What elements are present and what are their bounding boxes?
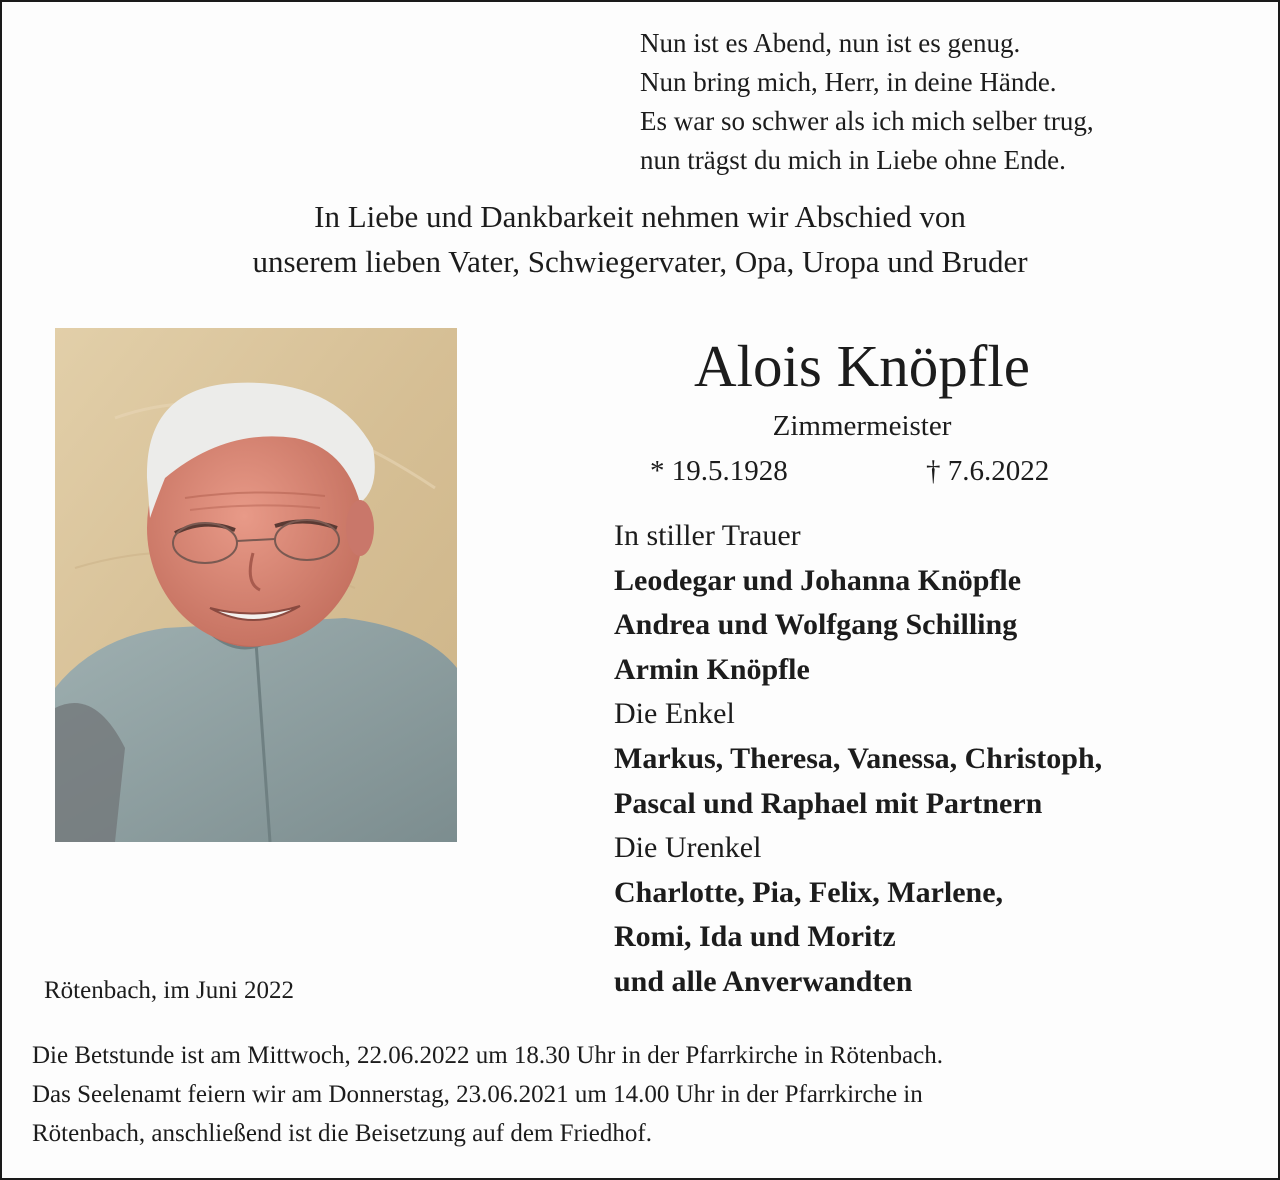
- intro-line: In Liebe und Dankbarkeit nehmen wir Abschied von: [314, 199, 966, 234]
- portrait-illustration: [55, 328, 457, 842]
- notice-line: Rötenbach, anschließend ist die Beisetzung auf dem Friedhof.: [32, 1120, 652, 1147]
- poem-line: nun trägst du mich in Liebe ohne Ende.: [640, 145, 1066, 175]
- mourners-list: [614, 514, 1102, 1005]
- poem-line: Nun ist es Abend, nun ist es genug.: [640, 28, 1021, 58]
- poem: [640, 24, 1094, 180]
- place-and-date: Rötenbach, im Juni 2022: [44, 977, 294, 1004]
- notice-line: Das Seelenamt feiern wir am Donnerstag, 23.06.2021 um 14.00 Uhr in der Pfarrkirche in: [32, 1081, 923, 1108]
- mourner-line: Charlotte, Pia, Felix, Marlene,: [614, 875, 1004, 909]
- mourner-line: Leodegar und Johanna Knöpfle: [614, 563, 1022, 597]
- portrait-photo: [55, 328, 457, 842]
- mourner-line: Andrea und Wolfgang Schilling: [614, 608, 1018, 642]
- poem-line: Nun bring mich, Herr, in deine Hände.: [640, 67, 1057, 97]
- mourner-line: Die Urenkel: [614, 831, 762, 865]
- poem-line: Es war so schwer als ich mich selber trug,: [640, 106, 1094, 136]
- notice-line: Die Betstunde ist am Mittwoch, 22.06.2022 um 18.30 Uhr in der Pfarrkirche in Rötenbach.: [32, 1042, 943, 1069]
- mourner-line: und alle Anverwandten: [614, 964, 913, 998]
- intro-line: unserem lieben Vater, Schwiegervater, Opa, Uropa und Bruder: [252, 244, 1028, 279]
- deceased-occupation: Zimmermeister: [772, 410, 952, 442]
- birth-date: * 19.5.1928: [650, 455, 788, 487]
- service-notice: [32, 1036, 943, 1153]
- mourner-line: In stiller Trauer: [614, 519, 801, 552]
- intro-text: [2, 194, 1278, 284]
- deceased-name: Alois Knöpfle: [694, 333, 1030, 399]
- death-date: † 7.6.2022: [926, 455, 1050, 487]
- mourner-line: Romi, Ida und Moritz: [614, 920, 896, 954]
- mourner-line: Die Enkel: [614, 697, 735, 731]
- mourner-line: Pascal und Raphael mit Partnern: [614, 786, 1043, 820]
- mourner-line: Armin Knöpfle: [614, 652, 810, 686]
- mourner-line: Markus, Theresa, Vanessa, Christoph,: [614, 741, 1103, 775]
